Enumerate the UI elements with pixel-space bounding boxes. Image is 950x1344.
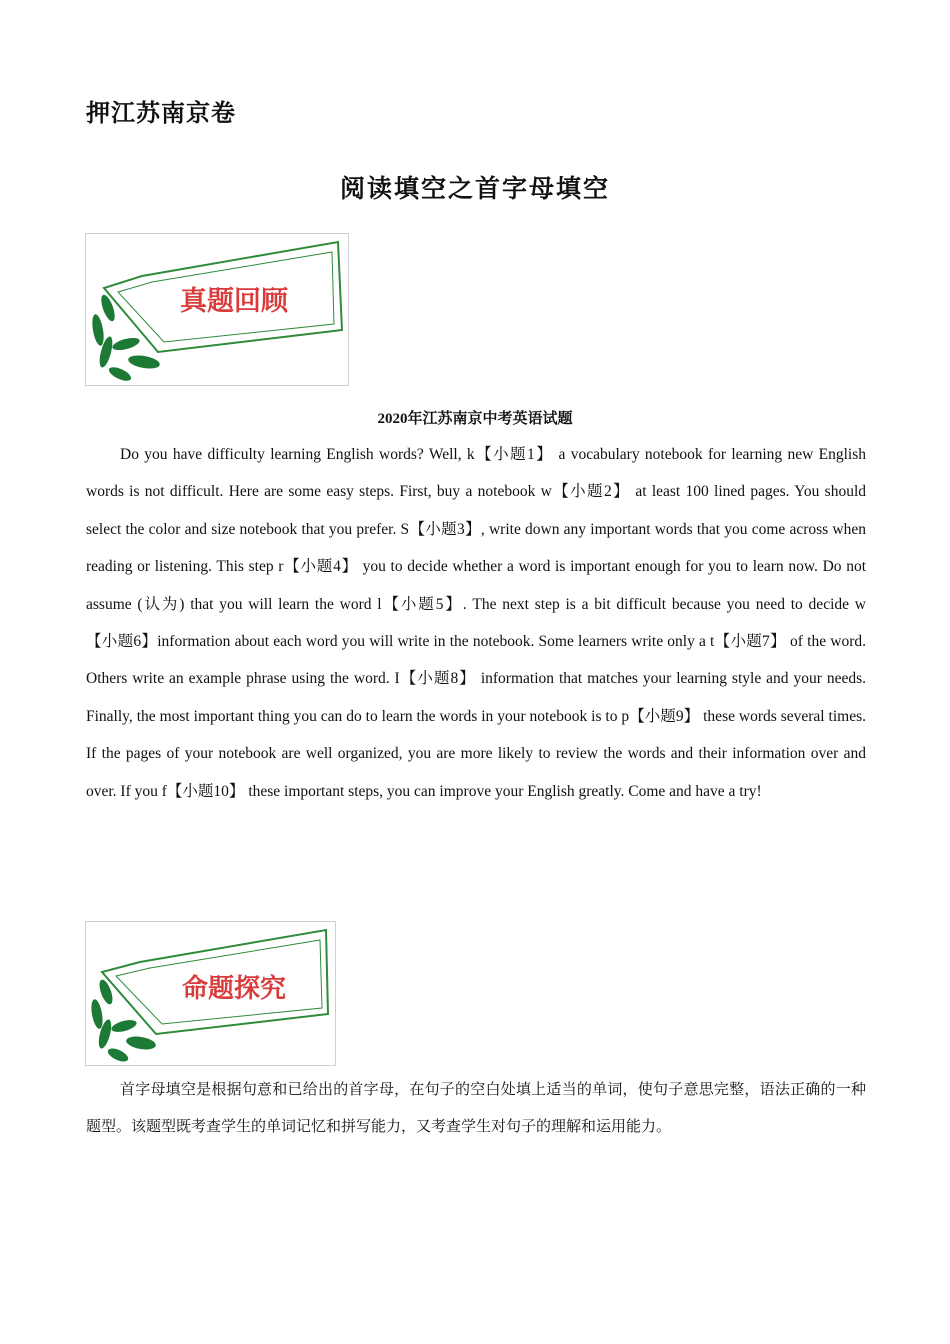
badge-explore-text: 命题探究 (181, 974, 287, 1004)
blank-3: 【小题3】 (409, 520, 481, 538)
passage-text: these important steps, you can improve your English greatly. Come and have a try! (244, 782, 762, 800)
document-title: 阅读填空之首字母填空 (339, 176, 610, 203)
blank-8: 【小题8】 (399, 670, 476, 688)
badge-explore (85, 921, 336, 1066)
blank-2: 【小题2】 (551, 483, 631, 501)
section-heading: 2020年江苏南京中考英语试题 (377, 411, 573, 427)
blank-6: 【小题6】 (86, 633, 158, 651)
badge-explore-graphic (86, 922, 335, 1065)
passage-text: a vocabulary notebook for learning new English words is not difficult. Here are some easy steps. First, buy a notebook w (86, 446, 866, 501)
blank-5: 【小题5】 (381, 595, 463, 613)
blank-1: 【小题1】 (474, 446, 554, 463)
blank-10: 【小题10】 (166, 782, 245, 800)
passage (86, 436, 866, 810)
blank-4: 【小题4】 (283, 558, 358, 576)
badge-review (85, 233, 349, 386)
passage-text: information about each word you will write in the notebook. Some learners write only a t (157, 633, 715, 651)
blank-9: 【小题9】 (629, 707, 700, 725)
badge-review-graphic (86, 234, 348, 385)
badge-review-text: 真题回顾 (180, 286, 288, 317)
passage-text: of the word. Others write an example phrase using the word. I (86, 633, 866, 688)
passage-text: Do you have difficulty learning English words? Well, k (120, 446, 475, 463)
passage-text: , write down any important words that you come across when reading or listening. This step r (86, 520, 866, 576)
passage-text: information that matches your learning style and your needs. Finally, the most important thing you can do to learn the words in your notebook is to p (86, 670, 866, 725)
blank-7: 【小题7】 (714, 633, 786, 651)
passage-text: at least 100 lined pages. You should select the color and size notebook that you prefer. S (86, 483, 866, 538)
passage-text: you to decide whether a word is important enough for you to learn now. Do not assume (认为) that you will learn the word l (86, 558, 866, 613)
explanation-paragraph: 首字母填空是根据句意和已给出的首字母，在句子的空白处填上适当的单词，使句子意思完整，语法正确的一种题型。该题型既考查学生的单词记忆和拼写能力，又考查学生对句子的理解和运用能力。 (86, 1080, 866, 1136)
passage-text: . The next step is a bit difficult because you need to decide w (462, 595, 866, 613)
passage-text: these words several times. If the pages of your notebook are well organized, you are more likely to review the words and their information over and over. If you f (86, 707, 866, 800)
header-title: 押江苏南京卷 (86, 101, 236, 127)
